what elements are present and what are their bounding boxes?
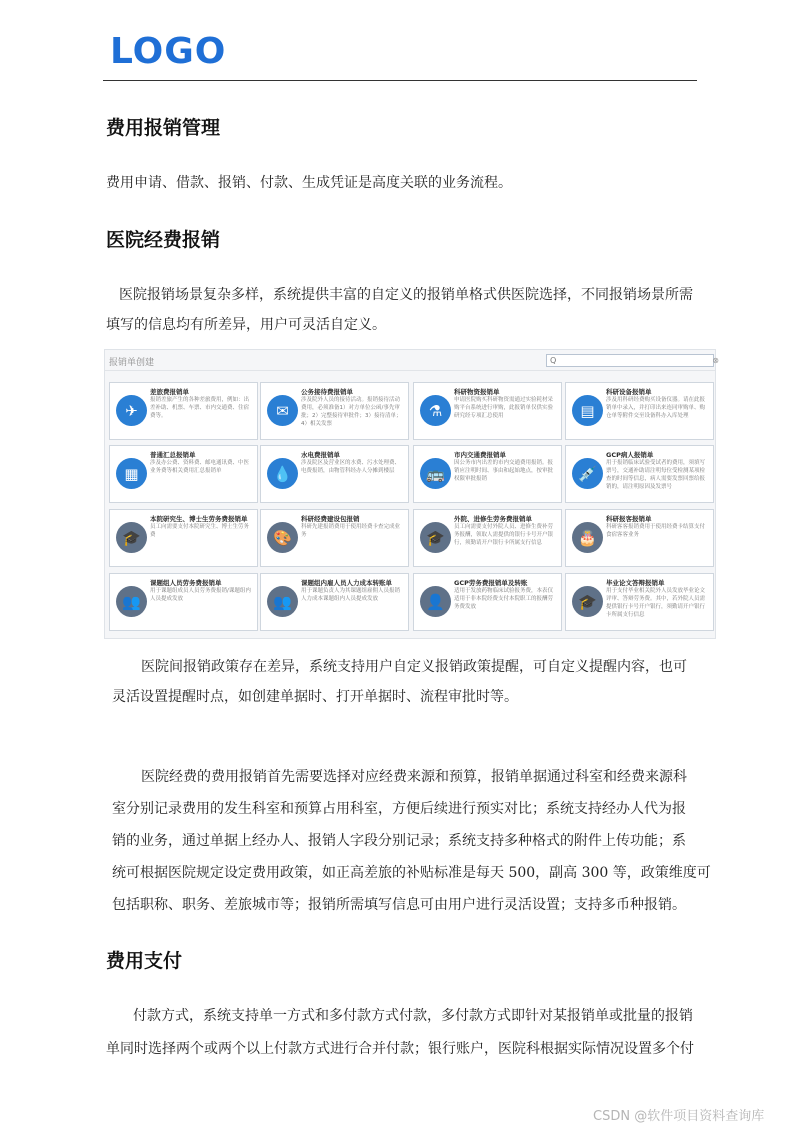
form-type-icon: 🎂 [572,522,603,553]
form-type-card[interactable] [109,573,258,631]
form-type-card[interactable] [109,382,258,440]
form-type-description: 用于课题组成员人员劳务费报销/课题组内人员提成发放 [150,588,251,602]
form-type-title: 毕业论文答辩报销单 [606,579,665,587]
para3-line-1: 医院经费的费用报销首先需要选择对应经费来源和预算，报销单据通过科室和经费来源科 [141,769,687,785]
para3-line-4: 统可根据医院规定设定费用政策，如正高差旅的补贴标准是每天 500，副高 300 等，政策维度可 [112,865,711,881]
form-type-description: 科研客客报销费用于使用经费卡结算支付食宿客客业务 [606,524,706,538]
intro-line-2: 填写的信息均有所差异，用户可灵活自定义。 [106,317,386,333]
para3-line-2: 室分别记录费用的发生科室和预算占用科室，方便后续进行预实对比；系统支持经办人代为报 [112,801,686,817]
intro-line-1: 医院报销场景复杂多样，系统提供丰富的自定义的报销单格式供医院选择，不同报销场景所需 [119,287,693,303]
form-type-icon: ⚗ [420,395,451,426]
form-type-icon: 🎓 [572,586,603,617]
form-type-card[interactable] [109,445,258,503]
form-type-icon: 👥 [116,586,147,617]
form-type-icon: ✈ [116,395,147,426]
screenshot-divider [105,370,715,371]
form-type-icon: 🚌 [420,458,451,489]
para2-line-2: 灵活设置提醒时点，如创建单据时、打开单据时、流程审批时等。 [112,689,518,705]
form-type-title: 水电费报销单 [301,451,340,459]
header-divider [103,80,697,81]
form-type-description: 涉及办公费、资料费、邮电通讯费、中医业务费等相关费用汇总报销单 [150,460,250,474]
screenshot-search-box[interactable] [546,354,719,367]
form-type-icon: 💉 [572,458,603,489]
form-type-icon: ▤ [572,395,603,426]
form-type-title: 差旅费报销单 [150,388,189,396]
form-type-title: 公务接待费报销单 [301,388,353,396]
form-type-title: 普通汇总报销单 [150,451,196,459]
form-type-title: 科研设备报销单 [606,388,652,396]
para3-line-5: 包括职称、职务、差旅城市等；报销所需填写信息可由用户进行灵活设置；支持多币种报销。 [112,897,686,913]
para3-line-3: 销的业务，通过单据上经办人、报销人字段分别记录；系统支持多种格式的附件上传功能；系 [112,833,686,849]
form-type-card[interactable] [565,509,714,567]
form-type-description: 用于报销临床试验受试者的费用，须填写票号，交通补助请注明每位受检测某项检查的时间等信息，病人需要发票回票给报销的，请注明原因及发票号 [606,460,706,490]
logo: LOGO [110,31,227,72]
form-type-icon: 🎓 [116,522,147,553]
form-type-description: 涉及用科研经费购买设备仪器。请在此报销单中录入，并打印出来连同审购单、购仓单等附件交至设备科办入库处理 [606,397,706,419]
form-type-card[interactable] [260,509,409,567]
form-type-description: 涉及院外人员的接待活动。报销接待活动费用，必须准备1）对方单位公函/事先审批；2）完整接待审批件；3）接待清单；4）相关发票 [301,397,402,427]
form-type-description: 用于支付毕业相关院外人员发放毕业论文评审、答辩劳务费。其中，若外院人员需提供银行卡号开户银行，须勤请开户银行卡所属支行信息 [606,588,706,618]
section1-body: 费用申请、借款、报销、付款、生成凭证是高度关联的业务流程。 [106,175,512,191]
form-type-title: 外院、进修生劳务费报销单 [454,515,532,523]
para2-line-1: 医院间报销政策存在差异，系统支持用户自定义报销政策提醒，可自定义提醒内容，也可 [141,659,687,675]
form-type-card[interactable] [413,509,562,567]
clear-icon[interactable]: ⊗ [712,356,719,365]
form-type-title: 本院研究生、博士生劳务费报销单 [150,515,248,523]
form-type-icon: 👥 [267,586,298,617]
form-type-description: 申请医院购买科研物资需通过实验耗材采购平台系统进行审购，此报销单仅供实验研究经专项汇总使用 [454,397,554,419]
form-type-description: 适用于发放药物临床试验报务费，本表仅适用于非本院经费支付本院职工的报酬劳务费发放 [454,588,554,610]
form-type-icon: 🎨 [267,522,298,553]
form-type-title: 科研物资报销单 [454,388,500,396]
section-title-expense-payment: 费用支付 [106,950,183,972]
search-icon: Q [550,356,557,365]
form-type-card[interactable] [565,573,714,631]
payment-line-1: 付款方式，系统支持单一方式和多付款方式付款，多付款方式即针对某报销单或批量的报销 [133,1008,693,1024]
form-type-description: 报销差旅产生的各种差旅费用，例如：出差补助、机票、车票、市内交通费、住宿费等。 [150,397,250,419]
form-type-description: 用于课题负责人为其课题组雇佣人员报销人力成本课题组内人员提成发放 [301,588,401,602]
section-title-hospital-reimbursement: 医院经费报销 [106,229,221,251]
form-type-icon: 🎓 [420,522,451,553]
form-type-title: 科研报客报销单 [606,515,652,523]
reimbursement-form-screenshot [104,349,719,639]
section-title-expense-management: 费用报销管理 [106,117,221,139]
form-type-title: GCP病人报销单 [606,451,654,459]
form-type-card[interactable] [260,573,409,631]
form-type-icon: 👤 [420,586,451,617]
form-type-description: 员工向需要支付本院研究生、博士生劳务费 [150,524,250,538]
form-type-title: 市内交通费报销单 [454,451,506,459]
form-type-description: 因公务市内出差的市内交通费用报销。报销应注明时间、事由和起始地点，按审批权限审批报销 [454,460,554,482]
form-type-description: 涉及院区及营业区的水费、污水处理费、电费报销，由物管科经办人分摊到楼层 [301,460,401,474]
form-type-title: 科研经费建设包报销 [301,515,360,523]
form-type-icon: ✉ [267,395,298,426]
form-type-card[interactable] [413,573,562,631]
form-type-title: 课题组内雇人员人力成本转账单 [301,579,392,587]
form-type-icon: ▦ [116,458,147,489]
form-type-card[interactable] [565,382,714,440]
form-type-card[interactable] [260,445,409,503]
form-type-card[interactable] [413,382,562,440]
watermark: CSDN @软件项目资料查询库 [593,1109,765,1124]
form-type-card[interactable] [109,509,258,567]
form-type-card[interactable] [413,445,562,503]
form-type-title: 课题组人员劳务费报销单 [150,579,222,587]
screenshot-title: 报销单创建 [109,358,155,368]
form-type-card[interactable] [565,445,714,503]
form-type-description: 员工向需要支付外院人员、进修生费补劳务报酬，领取人需提供的银行卡号开户银行，须勤请开户银行卡所属支行信息 [454,524,554,546]
form-type-card[interactable] [260,382,409,440]
form-type-title: GCP劳务费报销单及转账 [454,579,528,587]
form-type-description: 科研先建报销费用于使用经费卡查完成业务 [301,524,401,538]
payment-line-2: 单同时选择两个或两个以上付款方式进行合并付款；银行账户，医院科根据实际情况设置多个付 [106,1041,694,1057]
form-type-icon: 💧 [267,458,298,489]
